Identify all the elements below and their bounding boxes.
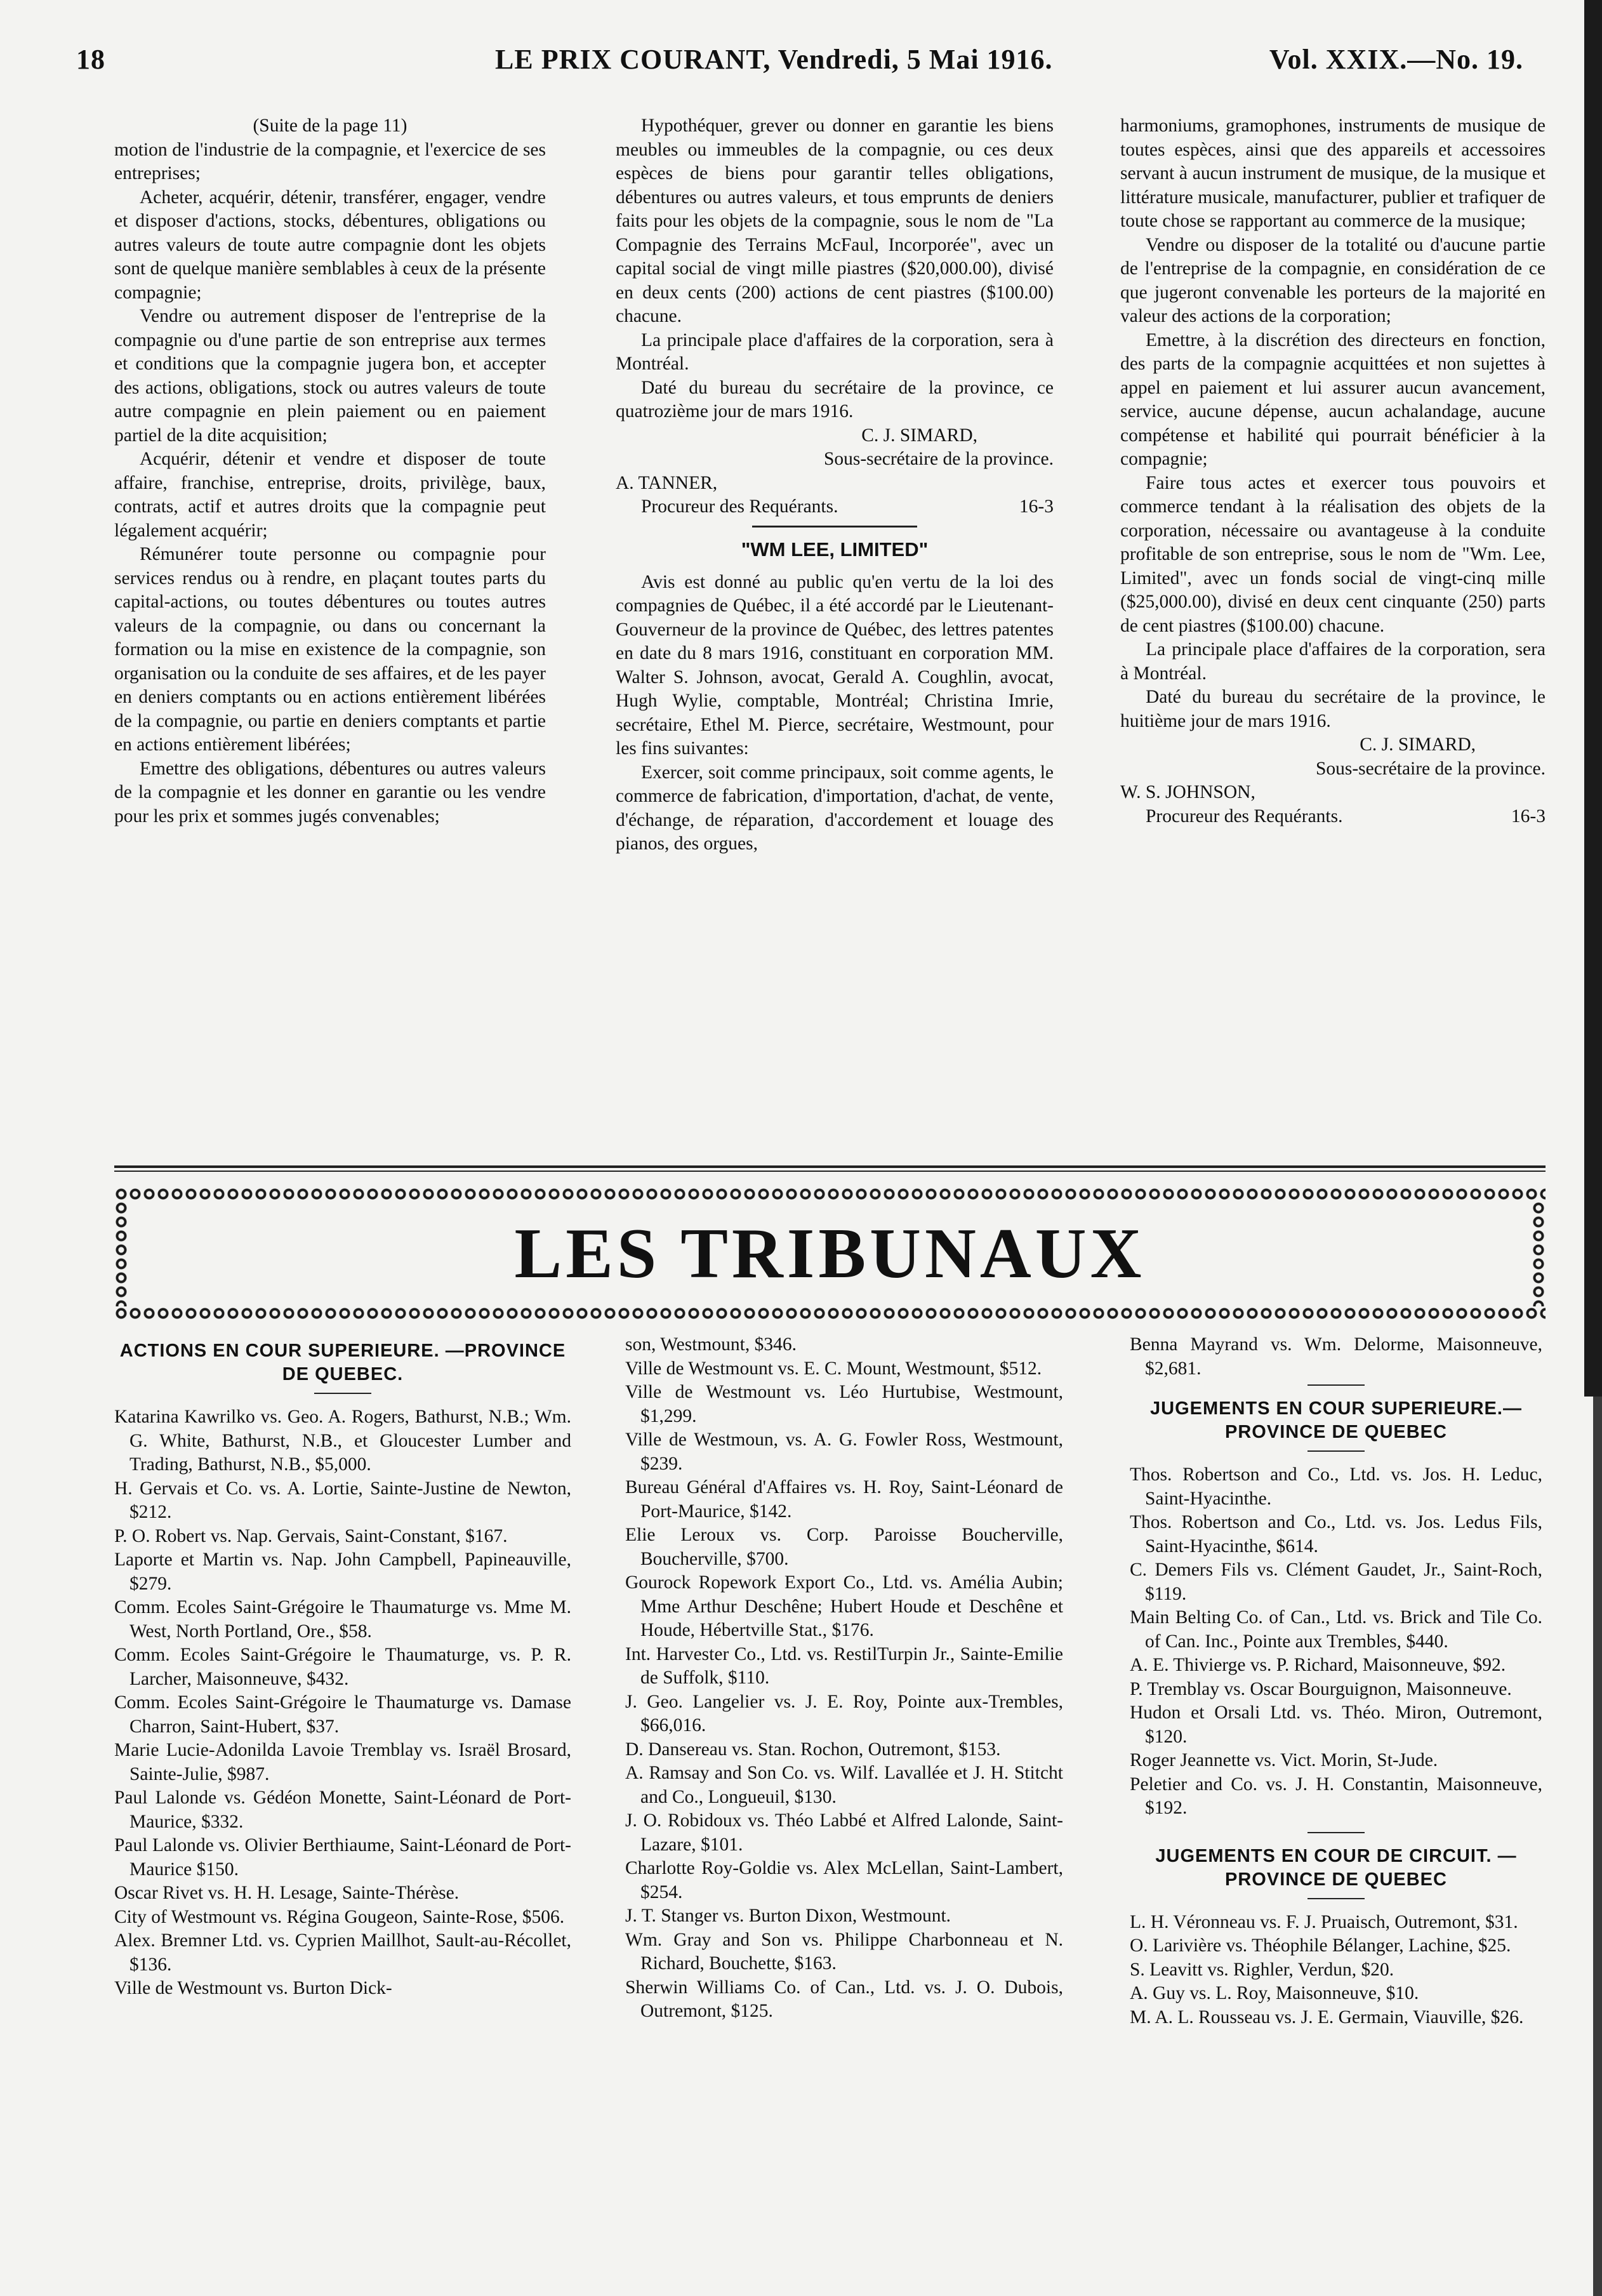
attorney-title: Procureur des Requérants. xyxy=(1146,806,1343,826)
signature: C. J. SIMARD, xyxy=(861,425,977,446)
case-entry: Charlotte Roy-Goldie vs. Alex McLellan, Saint-Lambert, $254. xyxy=(625,1858,1063,1902)
column-2 xyxy=(616,114,1054,856)
paragraph: motion de l'industrie de la compagnie, et l'exercice de ses entreprises; xyxy=(114,139,546,183)
judgment-entry: Thos. Robertson and Co., Ltd. vs. Jos. H. Leduc, Saint-Hyacinthe. xyxy=(1130,1464,1542,1509)
case-entry: J. T. Stanger vs. Burton Dixon, Westmount. xyxy=(625,1906,951,1926)
judgment-entry: O. Larivière vs. Théophile Bélanger, Lachine, $25. xyxy=(1130,1935,1511,1956)
paragraph: Vendre ou autrement disposer de l'entreprise de la compagnie ou d'une partie de son entreprise aux termes et conditions que la compagnie jugera bon, et accepter des actions, obligations, stock ou autres valeurs de toute autre compagnie en plein paiement ou en paiement partiel de la dite acquisition; xyxy=(114,306,546,446)
attorney-title: Procureur des Requérants. xyxy=(641,496,838,517)
notice-title: "WM LEE, LIMITED" xyxy=(741,538,929,561)
paragraph: Acheter, acquérir, détenir, transférer, engager, vendre et disposer d'actions, stocks, débentures, obligations ou autres valeurs de toute autre compagnie dont les objets sont de quelque manière semblables à ceux de la présente compagnie; xyxy=(114,187,546,303)
attorney-line xyxy=(1120,805,1546,829)
notice-ref: 16-3 xyxy=(1511,806,1546,826)
signature-title: Sous-secrétaire de la province. xyxy=(823,449,1054,469)
case-entry: Benna Mayrand vs. Wm. Delorme, Maisonneuve, $2,681. xyxy=(1130,1334,1542,1379)
paragraph: La principale place d'affaires de la corporation, sera à Montréal. xyxy=(616,329,1054,374)
banner-title: LES TRIBUNAUX xyxy=(514,1214,1146,1293)
case-entry: J. Geo. Langelier vs. J. E. Roy, Pointe aux-Trembles, $66,016. xyxy=(625,1691,1063,1735)
divider xyxy=(1307,1384,1365,1386)
divider xyxy=(1307,1450,1365,1452)
case-entry: Ville de Westmount vs. E. C. Mount, Westmount, $512. xyxy=(625,1358,1042,1379)
judgment-entry: Hudon et Orsali Ltd. vs. Théo. Miron, Outremont, $120. xyxy=(1130,1702,1542,1747)
divider xyxy=(314,1393,371,1394)
divider xyxy=(1307,1898,1365,1899)
paragraph: Daté du bureau du secrétaire de la province, ce quatrozième jour de mars 1916. xyxy=(616,377,1054,421)
scan-edge-lower xyxy=(1593,1397,1602,2296)
case-entry: son, Westmount, $346. xyxy=(625,1334,797,1355)
case-entry: Paul Lalonde vs. Olivier Berthiaume, Saint-Léonard de Port-Maurice $150. xyxy=(114,1835,571,1880)
judgment-entry: M. A. L. Rousseau vs. J. E. Germain, Viauville, $26. xyxy=(1130,2007,1524,2027)
section-title-actions: ACTIONS EN COUR SUPERIEURE. —PROVINCE DE QUEBEC. xyxy=(119,1341,566,1384)
case-entry: A. Ramsay and Son Co. vs. Wilf. Lavallée et J. H. Stitcht and Co., Longueuil, $130. xyxy=(625,1763,1063,1807)
case-entry: Laporte et Martin vs. Nap. John Campbell, Papineauville, $279. xyxy=(114,1549,571,1594)
judgment-entry: Main Belting Co. of Can., Ltd. vs. Brick and Tile Co. of Can. Inc., Pointe aux Trembles, $440. xyxy=(1130,1607,1542,1652)
volume-number: Vol. XXIX.—No. 19. xyxy=(1269,44,1523,75)
judgment-entry: C. Demers Fils vs. Clément Gaudet, Jr., Saint-Roch, $119. xyxy=(1130,1560,1542,1604)
case-entry: Gourock Ropework Export Co., Ltd. vs. Amélia Aubin; Mme Arthur Deschêne; Hubert Houde et Deschêne et Houde, Hébertville Stat., $176. xyxy=(625,1572,1063,1640)
case-entry: Comm. Ecoles Saint-Grégoire le Thaumaturge, vs. P. R. Larcher, Maisonneuve, $432. xyxy=(114,1645,571,1689)
attorney: W. S. JOHNSON, xyxy=(1120,782,1255,802)
paragraph: Vendre ou disposer de la totalité ou d'aucune partie de l'entreprise de la compagnie, en considération de ce que jugeront convenable les porteurs de la majorité en valeur des actions de la corporation; xyxy=(1120,234,1546,326)
case-entry: Ville de Westmount vs. Léo Hurtubise, Westmount, $1,299. xyxy=(625,1382,1063,1426)
judgment-entry: Roger Jeannette vs. Vict. Morin, St-Jude. xyxy=(1130,1750,1438,1770)
page-title: LE PRIX COURANT, Vendredi, 5 Mai 1916. xyxy=(495,44,1053,75)
case-entry: J. O. Robidoux vs. Théo Labbé et Alfred Lalonde, Saint-Lazare, $101. xyxy=(625,1810,1063,1855)
attorney-line xyxy=(616,495,1054,519)
continued-note: (Suite de la page 11) xyxy=(253,116,407,136)
notice-ref: 16-3 xyxy=(1019,496,1054,517)
judgment-entry: A. Guy vs. L. Roy, Maisonneuve, $10. xyxy=(1130,1983,1419,2003)
case-entry: Paul Lalonde vs. Gédéon Monette, Saint-Léonard de Port-Maurice, $332. xyxy=(114,1788,571,1832)
judgment-entry: P. Tremblay vs. Oscar Bourguignon, Maisonneuve. xyxy=(1130,1678,1512,1699)
section-title-jugements-superieure: JUGEMENTS EN COUR SUPERIEURE.— PROVINCE DE QUEBEC xyxy=(1150,1398,1522,1442)
case-entry: Katarina Kawrilko vs. Geo. A. Rogers, Bathurst, N.B.; Wm. G. White, Bathurst, N.B., et Gloucester Lumber and Trading, Bathurst, N.B., $5,000. xyxy=(114,1407,571,1475)
paragraph: Acquérir, détenir et vendre et disposer de toute affaire, franchise, entreprise, droits, privilège, baux, contrats, actif et autres droits que la compagnie peut légalement acquérir; xyxy=(114,449,546,541)
case-entry: Int. Harvester Co., Ltd. vs. RestilTurpin Jr., Sainte-Emilie de Suffolk, $110. xyxy=(625,1643,1063,1688)
paragraph: La principale place d'affaires de la corporation, sera à Montréal. xyxy=(1120,639,1546,684)
paragraph: Avis est donné au public qu'en vertu de la loi des compagnies de Québec, il a été accordé par le Lieutenant-Gouverneur de la province de Québec, des lettres patentes en date du 8 mars 1916, constituant en corporation MM. Walter S. Johnson, avocat, Gerald A. Coughlin, avocat, Hugh Wylie, comptable, Montréal; Christina Imrie, secrétaire, Ethel M. Pierce, secrétaire, Westmount, pour les fins suivantes: xyxy=(616,571,1054,759)
section-rule xyxy=(114,1165,1546,1168)
attorney: A. TANNER, xyxy=(616,472,718,493)
section-rule-thin xyxy=(114,1171,1546,1172)
case-entry: Wm. Gray and Son vs. Philippe Charbonneau et N. Richard, Bouchette, $163. xyxy=(625,1929,1063,1974)
paragraph: Emettre des obligations, débentures ou autres valeurs de la compagnie et les donner en garantie ou les vendre pour les prix et sommes jugés convenables; xyxy=(114,758,546,826)
case-entry: Bureau Général d'Affaires vs. H. Roy, Saint-Léonard de Port-Maurice, $142. xyxy=(625,1477,1063,1522)
chain-border-bottom xyxy=(114,1306,1546,1320)
paragraph: Daté du bureau du secrétaire de la province, le huitième jour de mars 1916. xyxy=(1120,687,1546,731)
page-header xyxy=(76,43,1523,94)
case-entry: Comm. Ecoles Saint-Grégoire le Thaumaturge vs. Damase Charron, Saint-Hubert, $37. xyxy=(114,1692,571,1737)
case-entry: Comm. Ecoles Saint-Grégoire le Thaumaturge vs. Mme M. West, North Portland, Ore., $58. xyxy=(114,1597,571,1642)
judgment-entry: A. E. Thivierge vs. P. Richard, Maisonneuve, $92. xyxy=(1130,1655,1506,1675)
case-entry: Alex. Bremner Ltd. vs. Cyprien Maillhot, Sault-au-Récollet, $136. xyxy=(114,1930,571,1975)
case-entry: City of Westmount vs. Régina Gougeon, Sainte-Rose, $506. xyxy=(114,1906,565,1927)
case-entry: Ville de Westmoun, vs. A. G. Fowler Ross, Westmount, $239. xyxy=(625,1430,1063,1474)
column-3 xyxy=(1120,114,1546,828)
tribunaux-column-1 xyxy=(114,1333,571,2001)
paragraph: Faire tous actes et exercer tous pouvoirs et commerce tendant à la réalisation des objets de la corporation, nécessaire ou avantageuse à la conduite profitable de son entreprise, sous le nom de "Wm. Lee, Limited", avec un fonds social de vingt-cinq mille ($25,000.00), divisé en deux cent cinquante (250) parts de cent piastres ($100.00) chacune. xyxy=(1120,472,1546,636)
divider xyxy=(752,526,917,528)
judgment-entry: S. Leavitt vs. Righler, Verdun, $20. xyxy=(1130,1959,1394,1980)
case-entry: H. Gervais et Co. vs. A. Lortie, Sainte-Justine de Newton, $212. xyxy=(114,1478,571,1522)
page-number: 18 xyxy=(76,44,105,75)
paragraph: Exercer, soit comme principaux, soit comme agents, le commerce de fabrication, d'importation, d'achat, de vente, d'échange, de réparation, d'accordement et louage des pianos, des orgues, xyxy=(616,762,1054,854)
paragraph: Rémunérer toute personne ou compagnie pour services rendus ou à rendre, en plaçant toutes parts du capital-actions, ou toutes débentures ou toutes autres valeurs de la compagnie, ou dans ou concernant la formation ou la mise en existence de la compagnie, son organisation ou la conduite de ses affaires, et de les payer en deniers comptants ou en actions entièrement libérées de la compagnie, ou partie en deniers comptants et partie en actions entièrement libérées; xyxy=(114,544,546,755)
divider xyxy=(1307,1832,1365,1833)
tribunaux-column-2 xyxy=(625,1333,1063,2024)
case-entry: Marie Lucie-Adonilda Lavoie Tremblay vs. Israël Brosard, Sainte-Julie, $987. xyxy=(114,1740,571,1784)
signature: C. J. SIMARD, xyxy=(1360,734,1476,755)
case-entry: Oscar Rivet vs. H. H. Lesage, Sainte-Thérèse. xyxy=(114,1883,460,1903)
signature-title: Sous-secrétaire de la province. xyxy=(1315,758,1546,779)
paragraph: Hypothéquer, grever ou donner en garantie les biens meubles ou immeubles de la compagnie, ou ces deux espèces de biens pour garantir telles obligations, débentures ou autres valeurs, et tous emprunts de deniers faits pour les objets de la compagnie, sous le nom de "La Compagnie des Terrains McFaul, Incorporée", avec un capital social de vingt mille piastres ($20,000.00), divisé en deux cents (200) actions de cent piastres ($100.00) chacune. xyxy=(616,116,1054,326)
section-title-jugements-circuit: JUGEMENTS EN COUR DE CIRCUIT. — PROVINCE DE QUEBEC xyxy=(1155,1845,1517,1890)
tribunaux-column-3 xyxy=(1130,1333,1542,2029)
case-entry: D. Dansereau vs. Stan. Rochon, Outremont, $153. xyxy=(625,1739,1001,1760)
column-1 xyxy=(114,114,546,828)
case-entry: P. O. Robert vs. Nap. Gervais, Saint-Constant, $167. xyxy=(114,1525,508,1546)
case-entry: Sherwin Williams Co. of Can., Ltd. vs. J. O. Dubois, Outremont, $125. xyxy=(625,1977,1063,2021)
judgment-entry: L. H. Véronneau vs. F. J. Pruaisch, Outremont, $31. xyxy=(1130,1911,1518,1932)
tribunaux-banner xyxy=(114,1187,1546,1320)
judgment-entry: Thos. Robertson and Co., Ltd. vs. Jos. Ledus Fils, Saint-Hyacinthe, $614. xyxy=(1130,1512,1542,1556)
chain-border-top xyxy=(114,1187,1546,1201)
case-entry: Elie Leroux vs. Corp. Paroisse Boucherville, Boucherville, $700. xyxy=(625,1525,1063,1569)
scan-edge xyxy=(1584,0,1602,1397)
paragraph: Emettre, à la discrétion des directeurs en fonction, des parts de la compagnie acquittées et non sujettes à appel en paiement et lui assurer aucun avancement, service, aucune dépense, aucun achalandage, aucune compétense et habilité qui pourrait bénéficier à la compagnie; xyxy=(1120,329,1546,469)
judgment-entry: Peletier and Co. vs. J. H. Constantin, Maisonneuve, $192. xyxy=(1130,1774,1542,1818)
case-entry: Ville de Westmount vs. Burton Dick- xyxy=(114,1978,392,1998)
paragraph: harmoniums, gramophones, instruments de musique de toutes espèces, ainsi que des appareils et accessoires servant à aucun instrument de musique, de la musique et littérature musicale, manufacturer, publier et trafiquer de toute chose se rapportant au commerce de la musique; xyxy=(1120,116,1546,231)
